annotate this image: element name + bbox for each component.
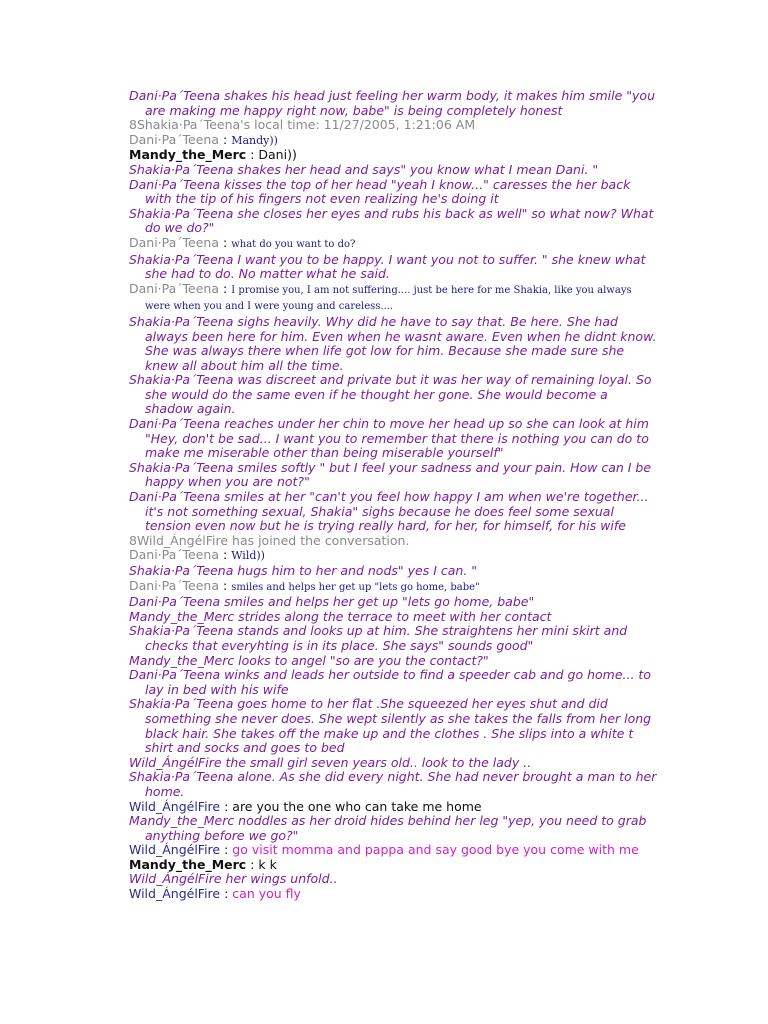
action-message: Dani·Pa´Teena reaches under her chin to move her head up so she can look at him "Hey, don't be sad... I want you to remember that there is nothing you can do to make me miserable other than being miserable yourself": [129, 416, 649, 461]
action-message: Wild_ÁngélFire the small girl seven years old.. look to the lady ..: [129, 754, 532, 770]
action-message: Shakia·Pa´Teena I want you to be happy. I want you not to suffer. " she knew what she had to do. No matter what he said.: [129, 251, 646, 282]
system-message: 8Shakia·Pa´Teena's local time: 11/27/2005, 1:21:06 AM: [129, 117, 476, 133]
chat-message: [129, 236, 657, 253]
message-text: can you fly: [232, 886, 301, 902]
chat-message: [129, 282, 657, 315]
action-message: Shakia·Pa´Teena alone. As she did every night. She had never brought a man to her home.: [129, 769, 657, 799]
action-message: Shakia·Pa´Teena goes home to her flat .She squeezed her eyes shut and did something she never does. She wept silently as she takes the falls from her long black hair. She takes off the make up and the clothes . She slips into a white t shirt and socks and goes to bed: [129, 696, 652, 756]
chat-message: [129, 133, 657, 149]
action-message: Dani·Pa´Teena winks and leads her outside to find a speeder cab and go home... to lay in bed with his wife: [129, 667, 651, 697]
separator: :: [219, 234, 232, 250]
sender-name: Wild_ÁngélFire: [129, 798, 221, 814]
action-message: Dani·Pa´Teena smiles and helps her get up "lets go home, babe": [129, 594, 535, 610]
separator: :: [219, 280, 232, 296]
action-message: Dani·Pa´Teena smiles at her "can't you feel how happy I am when we're together... it's not something sexual, Shakia" sighs because he does feel some sexual tension even now but he is trying really hard, for her, for himself, for his wife: [129, 489, 649, 534]
chat-message: [129, 548, 657, 564]
sender-name: Dani·Pa´Teena: [129, 577, 220, 593]
separator: :: [220, 842, 233, 858]
separator: :: [246, 856, 259, 872]
action-message: Shakia·Pa´Teena was discreet and private but it was her way of remaining loyal. So she would do the same even if he thought her gone. She would become a shadow again.: [129, 372, 652, 417]
action-message: Mandy_the_Merc looks to angel "so are you the contact?": [129, 652, 489, 668]
message-text: smiles and helps her get up "lets go home, babe": [231, 581, 480, 593]
chat-message: [129, 843, 657, 858]
sender-name: Wild_ÁngélFire: [129, 842, 221, 858]
action-message: Mandy_the_Merc strides along the terrace to meet with her contact: [129, 608, 552, 624]
sender-name: Mandy_the_Merc: [129, 147, 247, 163]
separator: :: [219, 577, 232, 593]
action-message: Shakia·Pa´Teena smiles softly " but I feel your sadness and your pain. How can I be happy when you are not?": [129, 459, 652, 490]
chat-message: [129, 858, 657, 873]
action-message: Dani·Pa´Teena shakes his head just feeling her warm body, it makes him smile "you are making me happy right now, babe" is being completely honest: [129, 88, 655, 118]
separator: :: [246, 147, 259, 163]
chat-message: [129, 579, 657, 596]
separator: :: [219, 131, 232, 147]
sender-name: Dani·Pa´Teena: [129, 131, 220, 147]
sender-name: Mandy_the_Merc: [129, 856, 247, 872]
sender-name: Wild_ÁngélFire: [129, 886, 221, 902]
action-message: Dani·Pa´Teena kisses the top of her head "yeah I know..." caresses the her back with the tip of his fingers not even realizing he's doing it: [129, 176, 631, 207]
chat-message: [129, 148, 657, 163]
separator: :: [220, 798, 233, 814]
action-message: Shakia·Pa´Teena shakes her head and says" you know what I mean Dani. ": [129, 161, 599, 177]
chat-transcript: [129, 89, 657, 902]
message-text: Mandy)): [231, 133, 278, 147]
action-message: Shakia·Pa´Teena sighs heavily. Why did he have to say that. Be here. She had always been here for him. Even when he wasnt aware. Even when he didnt know. She was always there when life got low for him. Because she made sure she knew all about him all the time.: [129, 313, 657, 373]
message-text: k k: [258, 856, 277, 872]
message-text: Dani)): [258, 147, 297, 163]
message-text: Wild)): [231, 549, 265, 563]
sender-name: Dani·Pa´Teena: [129, 234, 220, 250]
action-message: Mandy_the_Merc noddles as her droid hides behind her leg "yep, you need to grab anything before we go?": [129, 813, 647, 843]
sender-name: Dani·Pa´Teena: [129, 547, 220, 563]
sender-name: Dani·Pa´Teena: [129, 280, 220, 296]
action-message: Wild_ÁngélFire her wings unfold..: [129, 871, 338, 887]
system-message: 8Wild_ÁngélFire has joined the conversation.: [129, 532, 410, 548]
message-text: what do you want to do?: [231, 238, 356, 250]
chat-message: [129, 887, 657, 902]
message-text: go visit momma and pappa and say good bye you come with me: [232, 842, 639, 858]
action-message: Shakia·Pa´Teena she closes her eyes and rubs his back as well" so what now? What do we do?": [129, 205, 654, 236]
message-text: I promise you, I am not suffering.... just be here for me Shakia, like you always were when you and I were young and careless....: [145, 284, 632, 313]
separator: :: [220, 886, 233, 902]
separator: :: [219, 547, 232, 563]
message-text: are you the one who can take me home: [232, 798, 482, 814]
action-message: Shakia·Pa´Teena hugs him to her and nods" yes I can. ": [129, 563, 478, 578]
chat-message: [129, 800, 657, 815]
action-message: Shakia·Pa´Teena stands and looks up at him. She straightens her mini skirt and checks that everyhting is in its place. She says" sounds good": [129, 623, 628, 653]
